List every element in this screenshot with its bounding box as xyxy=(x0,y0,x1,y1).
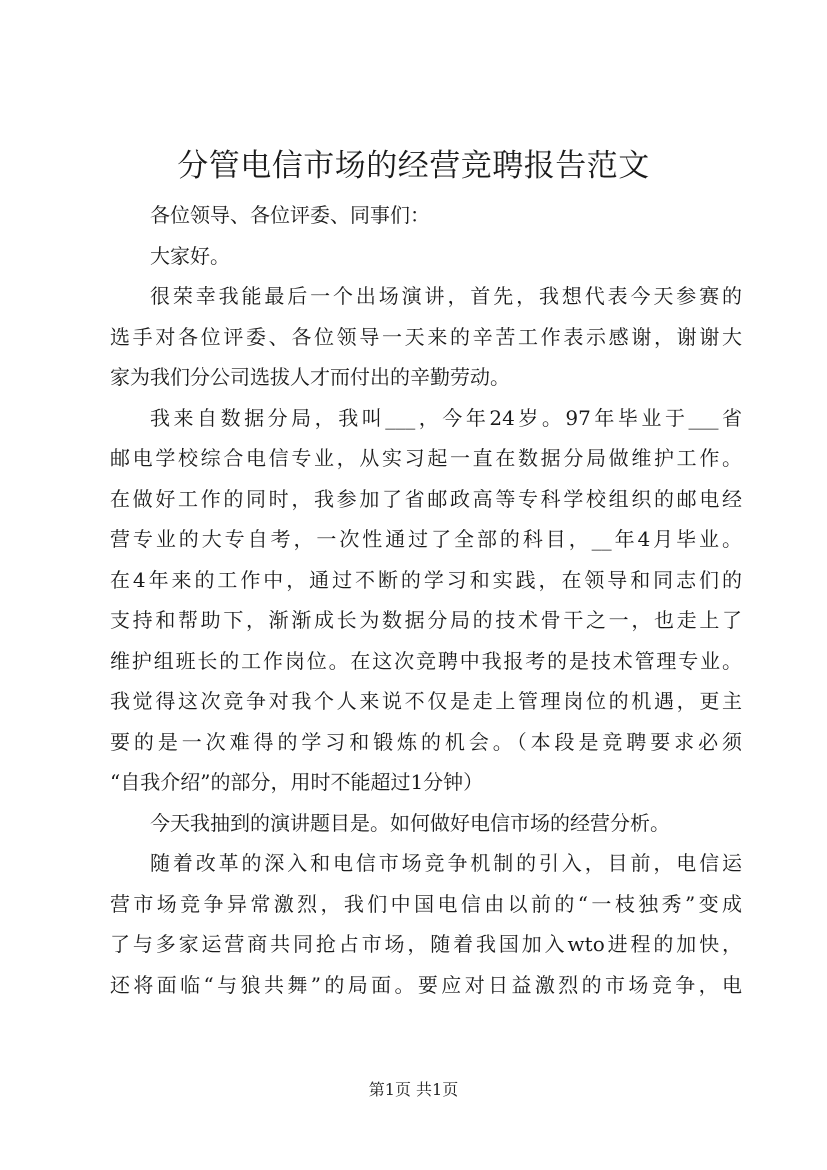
document-body xyxy=(110,195,742,1005)
paragraph-line: 很荣幸我能最后一个出场演讲，首先，我想代表今天参赛的 xyxy=(150,284,742,308)
paragraph-line: 我来自数据分局，我叫___，今年24岁。97年毕业于___省 xyxy=(150,405,742,430)
document-title: 分管电信市场的经营竞聘报告范文 xyxy=(177,148,650,184)
page-footer: 第1页 共1页 xyxy=(368,1080,459,1099)
paragraph-line: 各位领导、各位评委、同事们： xyxy=(150,203,430,227)
paragraph-line: 营市场竞争异常激烈，我们中国电信由以前的“一枝独秀”变成 xyxy=(110,891,742,916)
paragraph-line: 在4年来的工作中，通过不断的学习和实践，在领导和同志们的 xyxy=(110,567,742,592)
paragraph-line: “自我介绍”的部分，用时不能超过1分钟） xyxy=(110,770,484,794)
paragraph-line: 我觉得这次竞争对我个人来说不仅是走上管理岗位的机遇，更主 xyxy=(110,689,742,713)
paragraph-line: 随着改革的深入和电信市场竞争机制的引入，目前，电信运 xyxy=(150,851,742,875)
paragraph-line: 今天我抽到的演讲题目是。如何做好电信市场的经营分析。 xyxy=(150,810,670,835)
paragraph-line: 营专业的大专自考，一次性通过了全部的科目，__年4月毕业。 xyxy=(110,527,742,551)
paragraph-line: 大家好。 xyxy=(150,243,230,268)
paragraph-line: 支持和帮助下，渐渐成长为数据分局的技术骨干之一，也走上了 xyxy=(110,608,742,632)
paragraph-line: 选手对各位评委、各位领导一天来的辛苦工作表示感谢，谢谢大 xyxy=(110,324,742,349)
paragraph-line: 在做好工作的同时，我参加了省邮政高等专科学校组织的邮电经 xyxy=(110,486,742,511)
paragraph-line: 维护组班长的工作岗位。在这次竞聘中我报考的是技术管理专业。 xyxy=(110,648,742,673)
paragraph-line: 还将面临“与狼共舞”的局面。要应对日益激烈的市场竞争，电 xyxy=(110,972,742,997)
paragraph-line: 要的是一次难得的学习和锻炼的机会。（本段是竞聘要求必须 xyxy=(110,729,742,754)
paragraph-line: 了与多家运营商共同抢占市场，随着我国加入wto进程的加快， xyxy=(110,932,742,956)
paragraph-line: 家为我们分公司选拔人才而付出的辛勤劳动。 xyxy=(110,365,510,389)
paragraph-line: 邮电学校综合电信专业，从实习起一直在数据分局做维护工作。 xyxy=(110,446,742,470)
